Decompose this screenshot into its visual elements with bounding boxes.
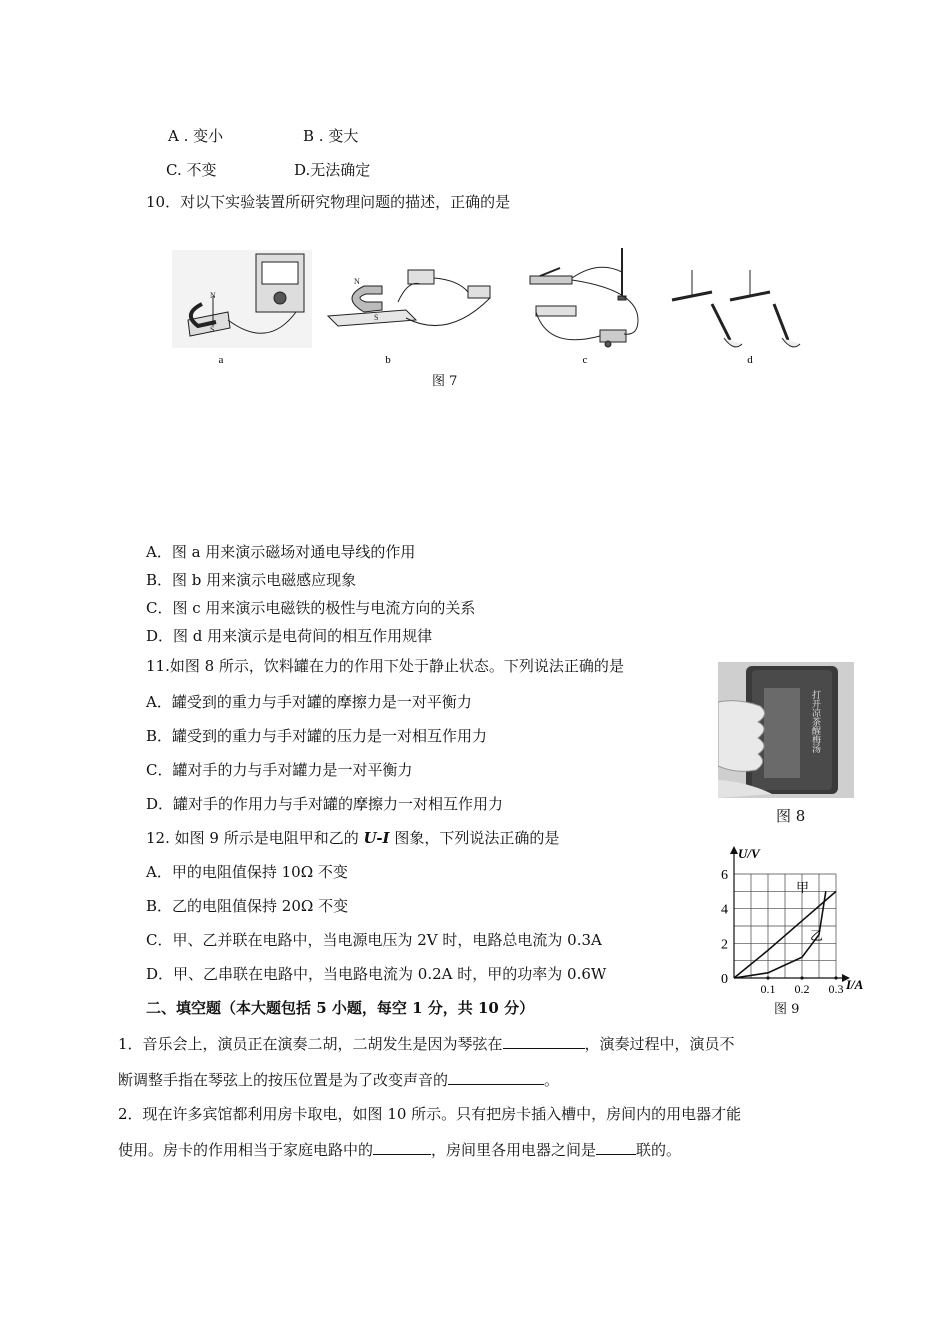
figure-7-label-c: c [582, 354, 588, 366]
q11-option-a: A．罐受到的重力与手对罐的摩擦力是一对平衡力 [146, 693, 472, 711]
chart-x-tick-label: 0.2 [794, 982, 810, 996]
figure-7 [168, 240, 813, 370]
q11-option-b: B．罐受到的重力与手对罐的压力是一对相互作用力 [146, 727, 488, 745]
chart-y-tick-label: 0 [721, 972, 728, 987]
fill-q2-text-b: ，房间里各用电器之间是 [431, 1141, 597, 1159]
fill-q1-text-d: 。 [544, 1071, 560, 1089]
q12-option-a: A．甲的电阻值保持 10Ω 不变 [146, 863, 348, 881]
fill-q1-blank-2[interactable] [448, 1070, 544, 1085]
figure-7-panel-d [672, 270, 800, 347]
chart-x-axis-label: I/A [846, 977, 864, 992]
q10-option-d: D．图 d 用来演示是电荷间的相互作用规律 [146, 627, 433, 645]
q12-option-c: C．甲、乙并联在电路中，当电源电压为 2V 时，电路总电流为 0.3A [146, 931, 602, 949]
chart-series-label-jia: 甲 [796, 880, 810, 895]
fill-q1-text-c: 断调整手指在琴弦上的按压位置是为了改变声音的 [118, 1071, 449, 1089]
chart-series-label-yi: 乙 [810, 928, 824, 943]
fill-q2-line1: 2．现在许多宾馆都利用房卡取电，如图 10 所示。只有把房卡插入槽中，房间内的用电器才能 [118, 1105, 742, 1123]
chart-x-tick-mark [834, 976, 837, 979]
figure-7-label-a: a [218, 354, 224, 366]
section-2-title: 二、填空题（本大题包括 5 小题，每空 1 分，共 10 分） [146, 999, 535, 1017]
q11-stem: 11.如图 8 所示，饮料罐在力的作用下处于静止状态。下列说法正确的是 [146, 657, 624, 675]
fill-q1-blank-1[interactable] [503, 1034, 585, 1049]
q12-stem-prefix: 12. 如图 9 所示是电阻甲和乙的 [146, 829, 359, 847]
figure-7-caption: 图 7 [432, 374, 458, 389]
q9-option-a: A . 变小 [168, 127, 224, 145]
fill-q1-line1 [118, 1034, 735, 1054]
fill-q2-text-c: 联的。 [636, 1141, 682, 1159]
fill-q1-line2 [118, 1070, 559, 1090]
q9-option-b: B . 变大 [303, 127, 359, 145]
q12-option-b: B．乙的电阻值保持 20Ω 不变 [146, 897, 349, 915]
chart-y-tick-label: 6 [721, 868, 728, 883]
figure-7-label-d: d [747, 354, 753, 366]
svg-text:N: N [210, 291, 216, 300]
fill-q1-text-b: ，演奏过程中，演员不 [584, 1035, 735, 1053]
q12-stem [146, 828, 559, 848]
chart-x-tick-label: 0.3 [828, 982, 844, 996]
fill-q2-text-a: 使用。房卡的作用相当于家庭电路中的 [118, 1141, 374, 1159]
svg-text:S: S [210, 325, 215, 334]
fill-q1-text-a: 1．音乐会上，演员正在演奏二胡，二胡发生是因为琴弦在 [118, 1035, 503, 1053]
figure-9-caption: 图 9 [774, 1002, 800, 1017]
fill-q2-blank-2[interactable] [596, 1140, 636, 1155]
figure-8-caption: 图 8 [776, 807, 806, 825]
figure-7-label-b: b [385, 354, 391, 366]
figure-8-can-text: 打开凉茶醒梅汤 [811, 690, 821, 753]
figure-7-panel-c [530, 248, 638, 347]
fill-q2-blank-1[interactable] [373, 1140, 431, 1155]
figure-9-chart [712, 842, 876, 998]
fill-q2-line2 [118, 1140, 681, 1160]
q10-option-c: C．图 c 用来演示电磁铁的极性与电流方向的关系 [146, 599, 476, 617]
q10-option-a: A．图 a 用来演示磁场对通电导线的作用 [146, 543, 416, 561]
chart-y-tick-label: 4 [721, 902, 728, 918]
figure-7-panel-a [172, 250, 312, 348]
q9-option-d: D.无法确定 [294, 161, 371, 179]
chart-x-tick-mark [766, 976, 769, 979]
chart-y-tick-label: 2 [721, 937, 728, 953]
q12-option-d: D．甲、乙串联在电路中，当电路电流为 0.2A 时，甲的功率为 0.6W [146, 965, 607, 983]
figure-7-panel-b [328, 270, 490, 326]
q12-stem-symbol: U-I [363, 829, 390, 847]
chart-x-tick-mark [800, 976, 803, 979]
chart-y-axis-label: U/V [738, 846, 760, 861]
svg-text:S: S [374, 313, 379, 322]
q12-stem-suffix: 图象，下列说法正确的是 [394, 829, 560, 847]
chart-axes [730, 846, 850, 982]
q10-option-b: B．图 b 用来演示电磁感应现象 [146, 571, 357, 589]
q11-option-d: D．罐对手的作用力与手对罐的摩擦力一对相互作用力 [146, 795, 504, 813]
q11-option-c: C．罐对手的力与手对罐力是一对平衡力 [146, 761, 413, 779]
chart-x-tick-label: 0.1 [760, 982, 776, 996]
svg-text:N: N [354, 277, 360, 286]
q10-stem: 10．对以下实验装置所研究物理问题的描述，正确的是 [146, 193, 511, 211]
q9-option-c: C. 不变 [166, 161, 217, 179]
figure-8 [718, 662, 854, 798]
